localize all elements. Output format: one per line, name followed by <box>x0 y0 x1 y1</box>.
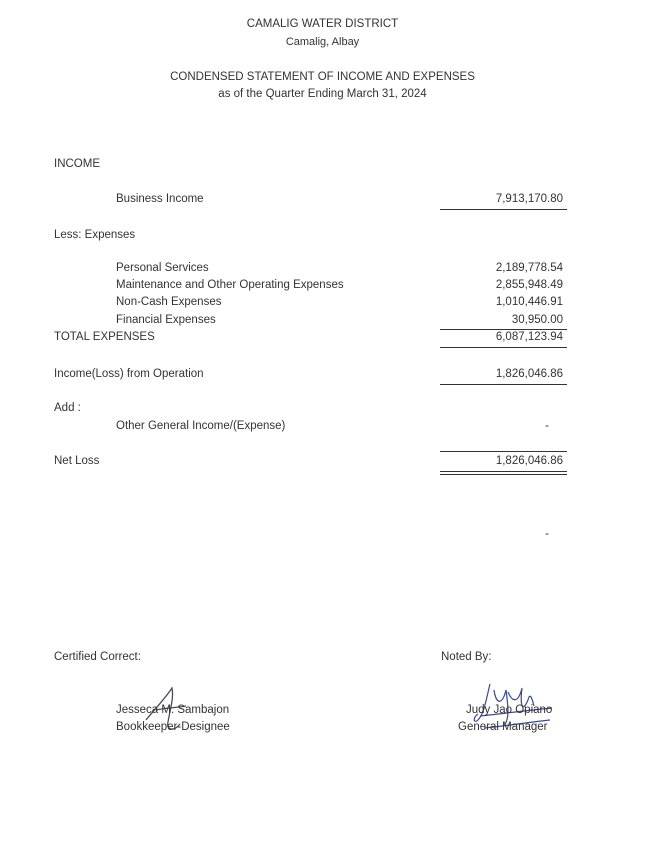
expense-item-amount: 2,189,778.54 <box>495 262 563 274</box>
expense-item-amount: 2,855,948.49 <box>495 279 563 291</box>
operation-rule <box>440 384 567 385</box>
org-name: CAMALIG WATER DISTRICT <box>246 18 399 30</box>
add-heading: Add : <box>54 402 81 414</box>
operation-amount: 1,826,046.86 <box>495 368 563 380</box>
net-double-rule <box>440 471 567 475</box>
expense-item-label: Non-Cash Expenses <box>116 296 222 308</box>
noted-title: General Manager <box>458 721 548 733</box>
business-income-label: Business Income <box>116 193 204 205</box>
expense-item-amount: 1,010,446.91 <box>495 296 563 308</box>
statement-period: as of the Quarter Ending March 31, 2024 <box>218 88 427 100</box>
org-location: Camalig, Albay <box>285 36 360 48</box>
certified-label: Certified Correct: <box>54 651 141 663</box>
noted-label: Noted By: <box>441 651 492 663</box>
certified-name: Jesseca M. Sambajon <box>116 704 230 716</box>
certified-title: Bookkeeper-Designee <box>116 721 230 733</box>
expense-item-label: Personal Services <box>116 262 209 274</box>
business-income-amount: 7,913,170.80 <box>495 193 563 205</box>
total-expenses-label: TOTAL EXPENSES <box>54 331 155 343</box>
statement-title: CONDENSED STATEMENT OF INCOME AND EXPENSES <box>170 71 475 83</box>
total-expenses-amount: 6,087,123.94 <box>495 331 563 343</box>
net-loss-label: Net Loss <box>54 455 100 467</box>
noted-name: Judy Jao Opiano <box>466 704 553 716</box>
operation-label: Income(Loss) from Operation <box>54 368 204 380</box>
business-income-rule <box>440 209 567 210</box>
other-income-label: Other General Income/(Expense) <box>116 420 286 432</box>
net-top-rule <box>440 451 567 452</box>
expenses-subtotal-rule <box>440 329 567 330</box>
other-income-amount: - <box>545 420 549 432</box>
total-expenses-rule <box>440 347 567 348</box>
stray-dash: - <box>545 528 549 540</box>
income-heading: INCOME <box>54 158 100 170</box>
expense-item-amount: 30,950.00 <box>511 314 563 326</box>
expenses-heading: Less: Expenses <box>54 229 136 241</box>
expense-item-label: Financial Expenses <box>116 314 216 326</box>
expense-item-label: Maintenance and Other Operating Expenses <box>116 279 344 291</box>
net-loss-amount: 1,826,046.86 <box>495 455 563 467</box>
